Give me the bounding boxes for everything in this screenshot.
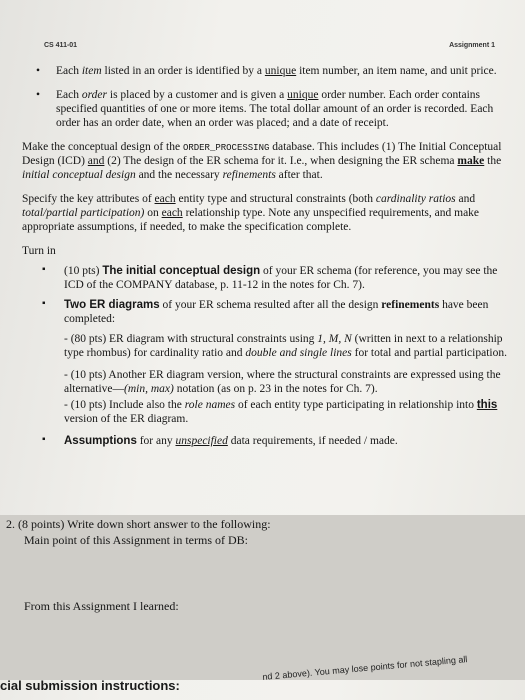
sub-item-role-names: - (10 pts) Include also the role names of each entity type participating in relationship into this version of the ER diagram.: [64, 399, 498, 426]
submission-note: nd 2 above). You may lose points for not stapling all: [262, 654, 468, 682]
turn-in-item-icd: ▪ (10 pts) The initial conceptual design of your ER schema (for reference, you may see the ICD of the COMPANY database, p. 11-12 in the notes for Ch. 7).: [42, 264, 498, 292]
course-code: CS 411-01: [44, 42, 78, 49]
question-2-prompt-learned: From this Assignment I learned:: [24, 599, 179, 613]
bullet-dot: •: [36, 65, 41, 77]
assignment-label: Assignment 1: [449, 42, 495, 49]
square-bullet: ▪: [42, 264, 46, 276]
page-header: [44, 42, 495, 56]
sub-item-minmax: - (10 pts) Another ER diagram version, where the structural constraints are expressed using the alternative—(min, max) notation (as on p. 23 in the notes for Ch. 7).: [64, 369, 501, 396]
question-2-title: 2. (8 points) Write down short answer to the following:: [6, 517, 271, 531]
turn-in-item-er-diagrams: ▪ Two ER diagrams of your ER schema resulted after all the design refinements have been completed:: [42, 298, 489, 326]
square-bullet: ▪: [42, 298, 46, 310]
question-2-prompt-main: Main point of this Assignment in terms of DB:: [24, 533, 248, 547]
design-instructions: Make the conceptual design of the ORDER_PROCESSING database. This includes (1) The Initial Conceptual Design (ICD) and (2) The design of the ER schema for it. I.e., when designing the ER schema make the initial conceptual design and the necessary refinements after that.: [22, 141, 502, 182]
sub-item-80pts: - (80 pts) ER diagram with structural constraints using 1, M, N (written in next to a relationship type rhombus) for cardinality ratio and double and single lines for total and partial participation.: [64, 333, 507, 360]
submission-heading: cial submission instructions:: [0, 678, 180, 693]
turn-in-item-assumptions: ▪ Assumptions for any unspecified data requirements, if needed / made.: [42, 434, 398, 448]
assignment-body: [18, 64, 515, 454]
bullet-order-description: • Each order is placed by a customer and is given a unique order number. Each order contains specified quantities of one or more items. The total dollar amount of an order is recorded. Each order has an order date, when an order was placed; and a date of receipt.: [36, 89, 494, 130]
bullet-item-description: • Each item listed in an order is identified by a unique item number, an item name, and unit price.: [36, 65, 497, 77]
turn-in-heading: Turn in: [22, 245, 56, 258]
bullet-dot: •: [36, 89, 41, 102]
constraints-instructions: Specify the key attributes of each entity type and structural constraints (both cardinality ratios and total/partial participation) on each relationship type. Note any unspecified requirements, and make appropriate assumptions, if needed, to make the specification complete.: [22, 193, 480, 234]
square-bullet: ▪: [42, 434, 46, 446]
